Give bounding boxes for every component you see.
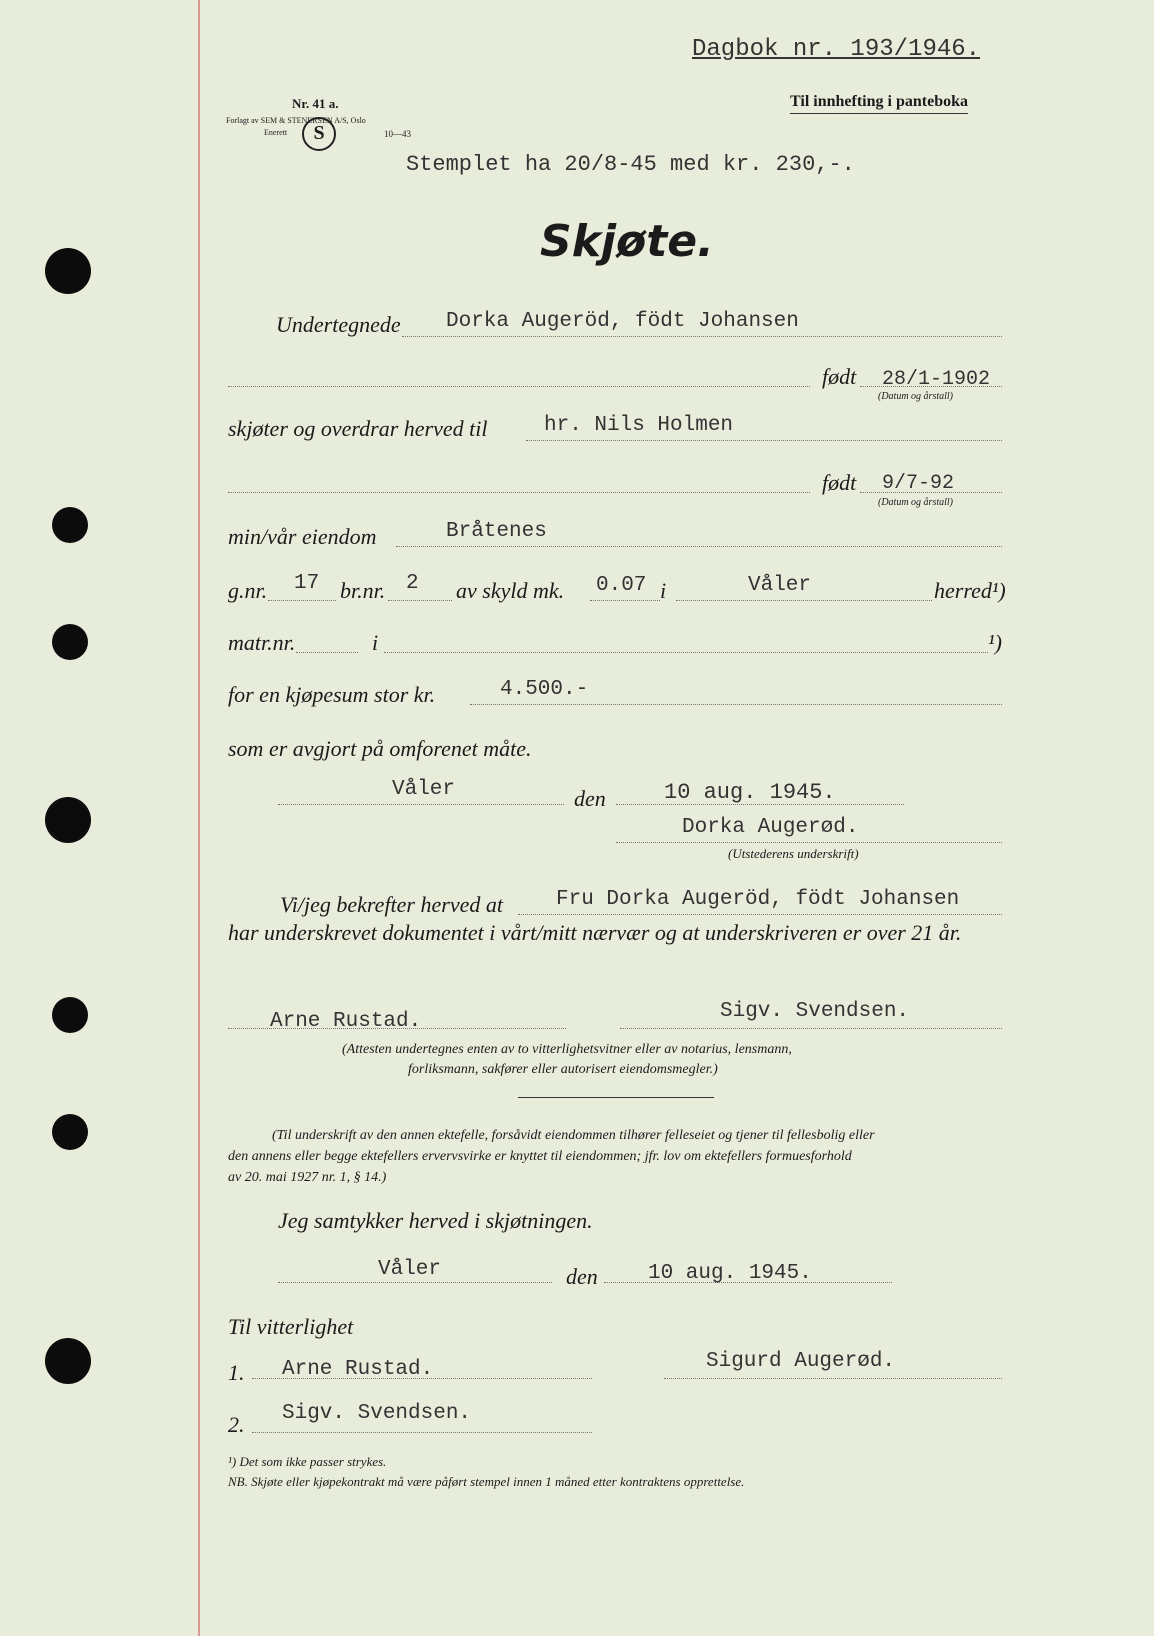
gnr-value: 17 — [294, 572, 320, 595]
grantor-blank-line — [228, 360, 810, 387]
til-innhefting: Til innhefting i panteboka — [790, 93, 968, 114]
witness2-1: Arne Rustad. — [282, 1358, 434, 1381]
brnr-label: br.nr. — [340, 578, 386, 603]
punch-hole — [52, 624, 88, 660]
gnr-label: g.nr. — [228, 578, 268, 603]
spouse-note-3: av 20. mai 1927 nr. 1, § 14.) — [228, 1170, 387, 1185]
den-label-1: den — [574, 786, 606, 811]
herred-label: herred¹) — [934, 578, 1006, 603]
footnote-2: NB. Skjøte eller kjøpekontrakt må være påført stempel innen 1 måned etter kontraktens opprettelse. — [228, 1474, 745, 1489]
punch-hole — [45, 1338, 91, 1384]
skyld-label: av skyld mk. — [456, 578, 565, 603]
datum-caption: (Datum og årstall) — [878, 391, 953, 402]
grantor-fodt-label: født — [822, 364, 857, 389]
consent-text: Jeg samtykker herved i skjøtningen. — [278, 1208, 593, 1233]
footnote-1: ¹) Det som ikke passer strykes. — [228, 1454, 387, 1469]
attest-lead: Vi/jeg bekrefter herved at — [280, 892, 503, 917]
issuer-signature-caption: (Utstederens underskrift) — [728, 846, 859, 861]
grantee-name: hr. Nils Holmen — [544, 414, 734, 437]
attest-line-2: har underskrevet dokumentet i vårt/mitt nærvær og at underskriveren er over 21 år. — [228, 920, 962, 945]
grantee-label: skjøter og overdrar herved til — [228, 416, 488, 441]
price-value: 4.500.- — [500, 678, 589, 701]
matr-field — [296, 626, 358, 653]
form-code: 10—43 — [384, 129, 411, 139]
stamp-line: Stemplet ha 20/8-45 med kr. 230,-. — [406, 152, 855, 177]
property-name: Bråtenes — [446, 520, 547, 543]
enerett-text: Enerett — [264, 128, 288, 137]
punch-hole — [52, 507, 88, 543]
property-label: min/vår eiendom — [228, 524, 377, 549]
dagbok-number: Dagbok nr. 193/1946. — [692, 36, 981, 63]
brnr-field — [388, 572, 452, 601]
witness-2: Sigv. Svendsen. — [720, 1000, 910, 1023]
spouse-signature: Sigurd Augerød. — [706, 1350, 896, 1373]
punch-hole — [52, 1114, 88, 1150]
punch-hole — [52, 997, 88, 1033]
publisher-text: Forlagt av SEM & STENERSEN A/S, Oslo — [226, 116, 366, 125]
matr-i-field — [384, 626, 988, 653]
publisher-logo-icon: S — [302, 117, 336, 151]
matr-footnote-mark: ¹) — [988, 630, 1002, 655]
punch-hole — [45, 797, 91, 843]
witness2-2: Sigv. Svendsen. — [282, 1402, 472, 1425]
i-label: i — [660, 578, 667, 603]
grantor-label: Undertegnede — [276, 312, 401, 337]
punch-hole — [45, 248, 91, 294]
witness-number-1: 1. — [228, 1360, 245, 1385]
matr-i-label: i — [372, 630, 379, 655]
den-label-2: den — [566, 1264, 598, 1289]
witness-1: Arne Rustad. — [270, 1010, 422, 1033]
issuer-signature: Dorka Augerød. — [682, 816, 859, 839]
form-number: Nr. 41 a. — [292, 96, 339, 111]
place-2: Våler — [378, 1258, 442, 1281]
attest-note-1: (Attesten undertegnes enten av to vitterlighetsvitner eller av notarius, lensmann, — [342, 1042, 792, 1057]
datum-caption: (Datum og årstall) — [878, 497, 953, 508]
spouse-note-1: (Til underskrift av den annen ektefelle, forsåvidt eiendommen tilhører felleseiet og tjener til fellesbolig eller — [272, 1128, 875, 1143]
grantor-name: Dorka Augeröd, födt Johansen — [446, 310, 799, 333]
price-label: for en kjøpesum stor kr. — [228, 682, 436, 707]
grantee-birthdate: 9/7-92 — [882, 472, 955, 495]
place-1: Våler — [392, 778, 456, 801]
spouse-note-2: den annens eller begge ektefellers ervervsvirke er knyttet til eiendommen; jfr. lov om ektefellers formuesforhold — [228, 1149, 852, 1164]
attest-name: Fru Dorka Augeröd, födt Johansen — [556, 888, 960, 911]
witness-number-2: 2. — [228, 1412, 245, 1437]
skyld-value: 0.07 — [596, 574, 647, 597]
page-title: Skjøte. — [540, 216, 714, 267]
grantor-birthdate: 28/1-1902 — [882, 368, 991, 391]
til-vitterlighet: Til vitterlighet — [228, 1314, 354, 1339]
herred-value: Våler — [748, 574, 812, 597]
grantee-fodt-label: født — [822, 470, 857, 495]
section-divider — [518, 1097, 714, 1098]
date-2: 10 aug. 1945. — [648, 1262, 812, 1285]
attest-note-2: forliksmann, sakfører eller autorisert eiendomsmegler.) — [408, 1062, 718, 1077]
grantee-blank-line — [228, 466, 810, 493]
brnr-value: 2 — [406, 572, 419, 595]
red-margin-line — [198, 0, 200, 1636]
matr-label: matr.nr. — [228, 630, 296, 655]
date-1: 10 aug. 1945. — [664, 780, 836, 805]
settled-text: som er avgjort på omforenet måte. — [228, 736, 532, 761]
